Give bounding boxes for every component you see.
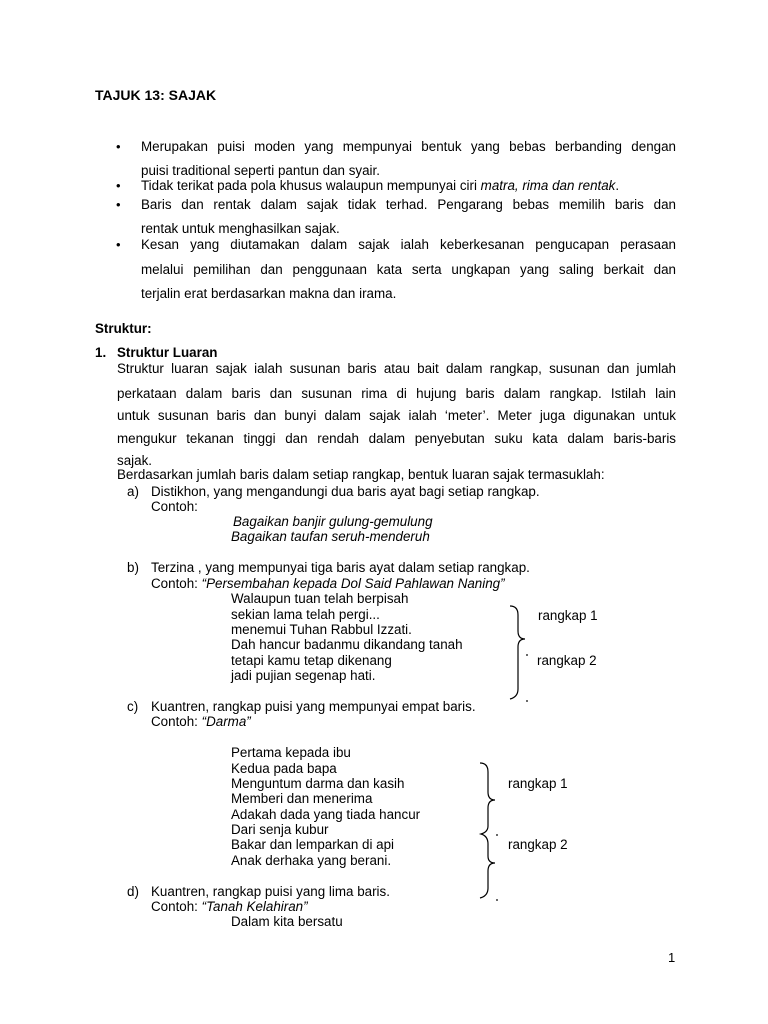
brace-c-icon [478,760,502,902]
intro-text: Berdasarkan jumlah baris dalam setiap rangkap, bentuk luaran sajak termasuklah: [117,467,605,482]
item-d-poem-line-1: Dalam kita bersatu [231,914,343,929]
bullet-4-line-1: Kesan yang diutamakan dalam sajak ialah keberkesanan pengucapan perasaan [141,237,676,252]
bullet-4-line-2: melalui pemilihan dan penggunaan kata serta ungkapan yang saling berkait dan [141,262,676,277]
item-c-poem-line-3: Menguntum darma dan kasih [231,776,405,791]
sub-number: 1. [95,345,107,360]
page-title: TAJUK 13: SAJAK [95,87,217,103]
item-a-poem-line-2: Bagaikan taufan seruh-menderuh [231,529,430,544]
item-b-poem-line-3: menemui Tuhan Rabbul Izzati. [231,622,412,637]
item-d-marker: d) [127,884,139,899]
bullet-icon: • [116,139,121,154]
item-b-contoh: Contoh: “Persembahan kepada Dol Said Pahlawan Naning” [151,576,505,591]
bullet-1-line-1: Merupakan puisi moden yang mempunyai bentuk yang bebas berbanding dengan [141,139,676,154]
bullet-2: Tidak terikat pada pola khusus walaupun mempunyai ciri matra, rima dan rentak. [141,178,620,193]
item-b-poem-line-4: Dah hancur badanmu dikandang tanah [231,637,463,652]
item-d-contoh: Contoh: “Tanah Kelahiran” [151,899,308,914]
page-number: 1 [668,950,676,965]
paragraph-line-1: Struktur luaran sajak ialah susunan baris atau bait dalam rangkap, susunan dan jumlah [117,361,676,376]
item-b-text: Terzina , yang mempunyai tiga baris ayat dalam setiap rangkap. [151,560,530,575]
item-c-label-2: rangkap 2 [508,837,568,852]
item-b-poem-line-5: tetapi kamu tetap dikenang [231,653,392,668]
item-a-marker: a) [127,484,139,499]
item-d-text: Kuantren, rangkap puisi yang lima baris. [151,884,390,899]
item-b-poem-line-1: Walaupun tuan telah berpisah [231,591,409,606]
item-c-poem-line-1: Pertama kepada ibu [231,745,351,760]
item-c-poem-line-7: Bakar dan lemparkan di api [231,837,395,852]
bullet-icon: • [116,197,121,212]
item-a-text: Distikhon, yang mengandungi dua baris ayat bagi setiap rangkap. [151,484,540,499]
item-c-poem-line-8: Anak derhaka yang berani. [231,853,392,868]
item-a-poem-line-1: Bagaikan banjir gulung-gemulung [233,514,433,529]
bullet-4-line-3: terjalin erat berdasarkan makna dan irama. [141,286,397,301]
paragraph-line-5: sajak. [117,453,152,468]
item-c-text: Kuantren, rangkap puisi yang mempunyai empat baris. [151,699,476,714]
paragraph-line-2: perkataan dalam baris dan susunan rima di hujung baris dalam rangkap. Istilah lain [117,386,676,401]
item-b-label-1: rangkap 1 [538,608,598,623]
item-b-label-2: rangkap 2 [537,653,597,668]
paragraph-line-4: mengukur tekanan tinggi dan rendah dalam penyebutan suku kata dalam baris-baris [117,431,676,446]
item-c-poem-line-4: Memberi dan menerima [231,791,373,806]
paragraph-line-3: untuk susunan baris dan bunyi dalam sajak ialah ‘meter’. Meter juga digunakan untuk [117,408,676,423]
bullet-3-line-1: Baris dan rentak dalam sajak tidak terhad. Pengarang bebas memilih baris dan [141,197,676,212]
bullet-icon: • [116,178,121,193]
item-c-contoh: Contoh: “Darma” [151,714,251,729]
item-b-poem-line-2: sekian lama telah pergi... [231,607,380,622]
item-c-label-1: rangkap 1 [508,776,568,791]
item-b-poem-line-6: jadi pujian segenap hati. [231,668,376,683]
item-c-poem-line-6: Dari senja kubur [231,822,329,837]
bullet-1-line-2: puisi traditional seperti pantun dan syair. [141,163,380,178]
section-heading: Struktur: [95,321,152,336]
bullet-3-line-2: rentak untuk menghasilkan sajak. [141,221,340,236]
item-b-marker: b) [127,560,139,575]
brace-b-icon [508,603,532,703]
item-c-poem-line-2: Kedua pada bapa [231,761,337,776]
item-c-marker: c) [127,699,139,714]
bullet-icon: • [116,237,121,252]
item-a-contoh: Contoh: [151,499,198,514]
sub-heading: Struktur Luaran [117,345,218,360]
item-c-poem-line-5: Adakah dada yang tiada hancur [231,807,421,822]
